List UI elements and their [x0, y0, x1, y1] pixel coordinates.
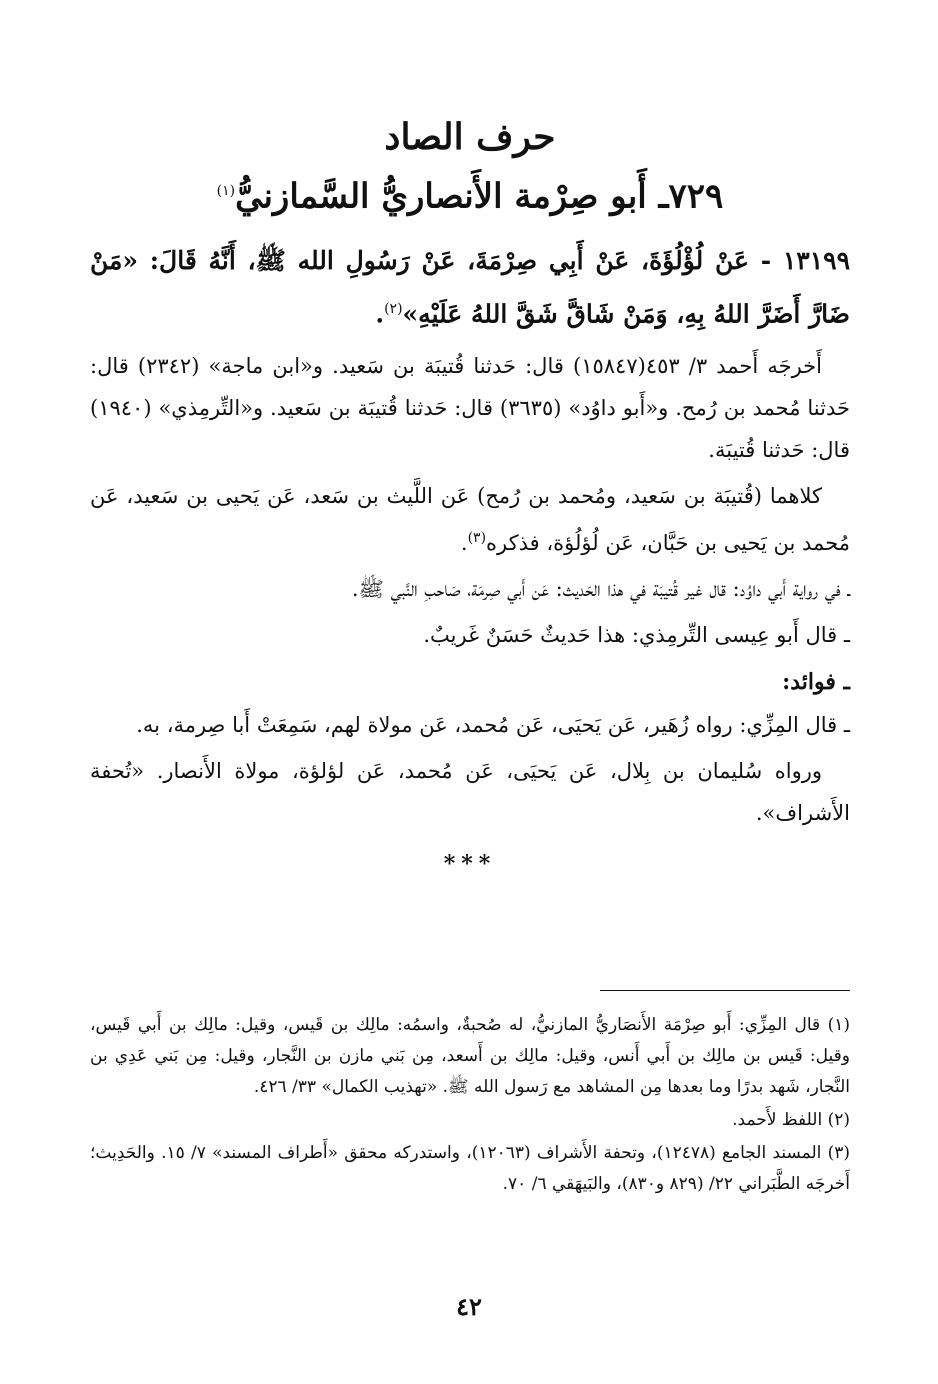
fawaid-heading: ـ فوائد: [782, 668, 850, 695]
chain-text: كلاهما (قُتيبَة بن سَعيد، ومُحمد بن رُمح) عَن اللَّيث بن سَعد، عَن يَحيى بن سَعيد، عَن مُحمد بن يَحيى بن حَبَّان، عَن لُؤلُؤة، فذكره [90, 483, 850, 555]
chain-paragraph: كلاهما (قُتيبَة بن سَعيد، ومُحمد بن رُمح) عَن اللَّيث بن سَعد، عَن يَحيى بن سَعيد، عَن مُحمد بن يَحيى بن حَبَّان، عَن لُؤلُؤة، فذكره$^{(٣)}$. [90, 483, 850, 555]
footnote-3: (٣) المسند الجامع (١٢٤٧٨)، وتحفة الأَشراف (١٢٠٦٣)، واستدركه محقق «أَطراف المسند» ٧/ ١٥. والحَدِيث؛ أَخرجَه الطَّبَراني ٢٢/ (٨٢٩ و٨٣٠)، والبَيهَقي ٦/ ٧٠. [90, 1143, 850, 1194]
fawaid-item-2: ورواه سُليمان بن بِلال، عَن يَحيَى، عَن مُحمد، عَن لؤلؤة، مولاة الأَنصار. «تُحفة الأَشراف». [90, 758, 850, 825]
fawaid-item-1: ـ قال المِزِّي: رواه زُهَير، عَن يَحيَى، عَن مُحمد، عَن مولاة لهم، سَمِعَتْ أَبا صِرمة، به. [136, 712, 850, 737]
footnote-2: (٢) اللفظ لأَحمد. [732, 1110, 850, 1130]
chapter-title: حرف الصاد [384, 116, 556, 158]
footnotes [90, 1010, 850, 1202]
takhrij-paragraph: أَخرجَه أَحمد ٣/ ٤٥٣(١٥٨٤٧) قال: حَدثنا قُتيبَة بن سَعيد. و«ابن ماجة» (٢٣٤٢) قال: حَدثنا مُحمد بن رُمح. و«أَبو داوُد» (٣٦٣٥) قال: حَدثنا قُتيبَة بن سَعيد. و«التِّرمِذي» (١٩٤٠) قال: حَدثنا قُتيبَة. [90, 353, 850, 462]
person-name: ٧٢٩ـ أَبو صِرْمة الأَنصاريُّ السَّمازنيُّ [235, 176, 724, 217]
hadith-body: ١٣١٩٩ - عَنْ لُؤْلُؤَةَ، عَنْ أَبِي صِرْمَةَ، عَنْ رَسُولِ الله ﷺ، أَنَّهُ قَالَ: «مَنْ ضَارَّ أَضَرَّ اللهُ بِهِ، وَمَنْ شَاقَّ شَقَّ اللهُ عَلَيْهِ» [90, 246, 850, 329]
footnote-ref-1: (١) [216, 183, 236, 199]
footnote-ref-3: (٣) [467, 529, 487, 546]
abu-dawud-note: ـ في رواية أَبي داوُد: قال غير قُتيبَة في هذا الحَديث: عَن أَبي صِرمَة، صَاحبِ النَّبي ﷺ. [351, 576, 850, 601]
tirmidhi-note: ـ قال أَبو عِيسى التِّرمِذي: هذا حَديثٌ حَسَنٌ غَريبٌ. [423, 622, 850, 647]
page-number: ٤٢ [456, 1292, 482, 1321]
footnote-ref-2: (٢) [384, 301, 403, 318]
hadith-text: ١٣١٩٩ - عَنْ لُؤْلُؤَةَ، عَنْ أَبِي صِرْمَةَ، عَنْ رَسُولِ الله ﷺ، أَنَّهُ قَالَ: «مَنْ ضَارَّ أَضَرَّ اللهُ بِهِ، وَمَنْ شَاقَّ شَقَّ اللهُ عَلَيْهِ»$^{(٢)}$. [90, 246, 850, 329]
footnote-divider [600, 990, 850, 991]
section-separator: *** [443, 850, 497, 877]
page-body [90, 110, 850, 884]
person-title [90, 164, 850, 223]
footnote-1: (١) قال المِزِّي: أَبو صِرْمَة الأَنصَاريُّ المازنيُّ، له صُحبةٌ، واسمُه: مالِك بن قَيس، وقيل: مالِك بن أَبي قَيس، وقيل: قَيس بن مالِك بن أَبي أَنس، وقيل: مالِك بن أَسعد، مِن بَني مازن بن النَّجار، وقيل: مِن بَني عَدِي بن النَّجار، شَهد بدرًا وما بعدها مِن المشاهد مع رَسول الله ﷺ. «تهذيب الكمال» ٣٣/ ٤٢٦. [90, 1015, 850, 1097]
